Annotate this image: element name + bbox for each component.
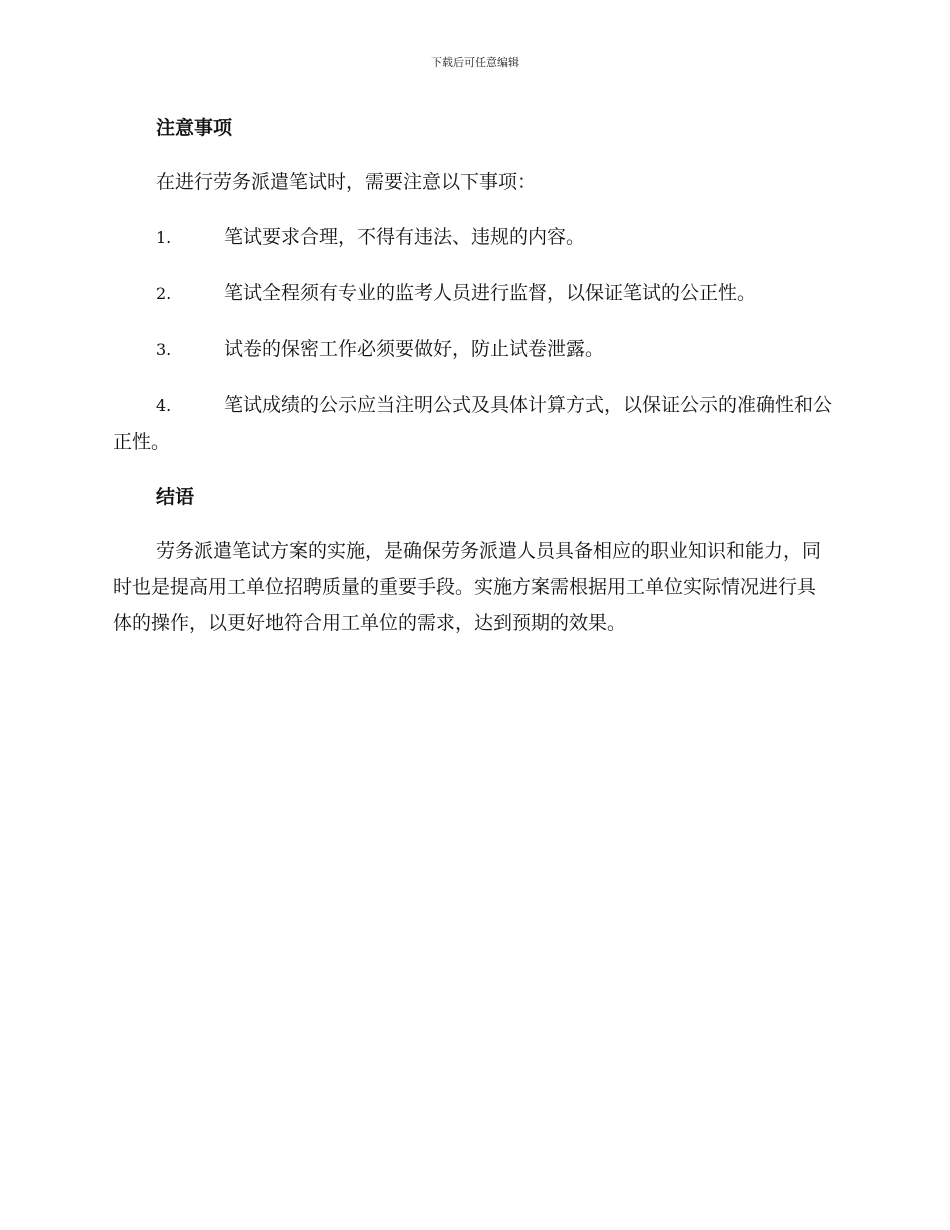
notes-intro: 在进行劳务派遣笔试时，需要注意以下事项：	[156, 171, 537, 193]
section-heading-notes: 注意事项	[156, 117, 233, 139]
document-body	[113, 110, 833, 641]
list-item	[113, 219, 833, 256]
list-item-number: 1.	[156, 228, 172, 247]
list-item-number: 3.	[156, 340, 172, 359]
list-item-text: 笔试全程须有专业的监考人员进行监督，以保证笔试的公正性。	[224, 282, 757, 304]
list-item	[113, 331, 833, 368]
list-item	[113, 387, 833, 460]
conclusion-paragraph: 劳务派遣笔试方案的实施，是确保劳务派遣人员具备相应的职业知识和能力，同时也是提高用工单位招聘质量的重要手段。实施方案需根据用工单位实际情况进行具体的操作，以更好地符合用工单位的需求，达到预期的效果。	[113, 540, 822, 634]
list-item-text: 笔试成绩的公示应当注明公式及具体计算方式，以保证公示的准确性和公正性。	[113, 394, 833, 453]
list-item-number: 4.	[156, 396, 172, 415]
list-item-number: 2.	[156, 284, 172, 303]
section-heading-conclusion: 结语	[156, 486, 195, 508]
list-item-text: 试卷的保密工作必须要做好，防止试卷泄露。	[224, 338, 605, 360]
list-item-text: 笔试要求合理，不得有违法、违规的内容。	[224, 226, 586, 248]
list-item	[113, 275, 833, 312]
page-header-note: 下载后可任意编辑	[431, 56, 519, 69]
